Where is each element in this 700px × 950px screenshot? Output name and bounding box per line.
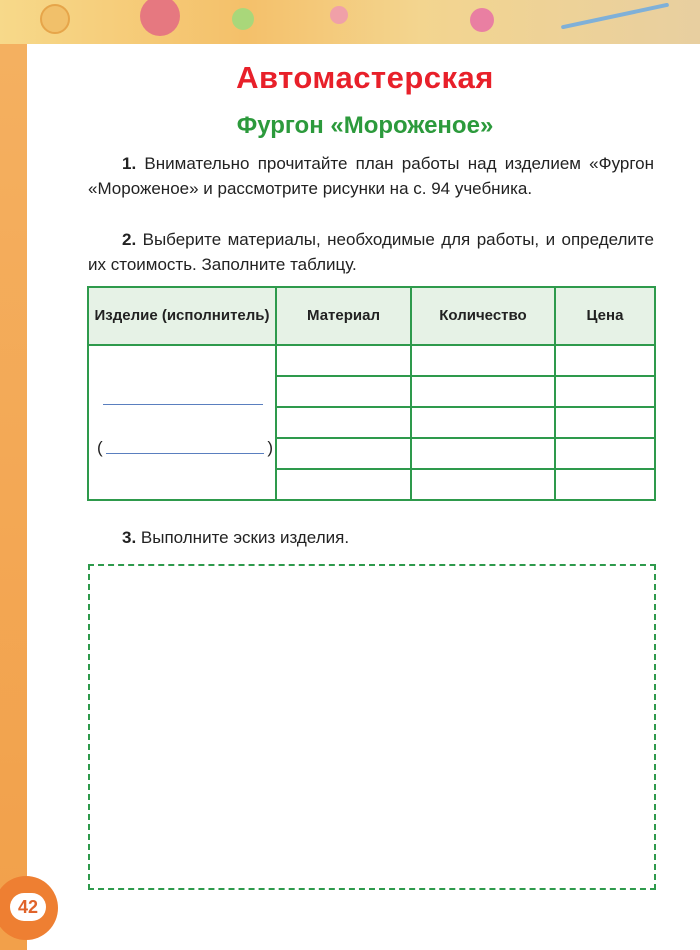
task-3 xyxy=(88,525,654,550)
page-title: Автомастерская xyxy=(236,60,494,95)
task-2-number: 2. xyxy=(122,230,137,249)
task-3-number: 3. xyxy=(122,528,137,547)
quantity-cell[interactable] xyxy=(411,469,555,500)
price-cell[interactable] xyxy=(555,469,655,500)
header-price: Цена xyxy=(555,287,655,345)
task-2 xyxy=(88,227,654,277)
material-cell[interactable] xyxy=(276,469,411,500)
material-cell[interactable] xyxy=(276,438,411,469)
price-cell[interactable] xyxy=(555,407,655,438)
close-paren: ) xyxy=(267,438,273,457)
open-paren: ( xyxy=(97,438,103,457)
left-margin-strip xyxy=(0,44,27,950)
materials-table xyxy=(87,286,656,501)
button-decoration-icon xyxy=(330,6,348,24)
page-number: 42 xyxy=(10,893,46,921)
product-name-line[interactable] xyxy=(103,404,263,405)
material-cell[interactable] xyxy=(276,345,411,376)
sketch-area[interactable] xyxy=(88,564,656,890)
table-header-row xyxy=(88,287,655,345)
button-decoration-icon xyxy=(232,8,254,30)
button-decoration-icon xyxy=(470,8,494,32)
price-cell[interactable] xyxy=(555,376,655,407)
price-cell[interactable] xyxy=(555,345,655,376)
price-cell[interactable] xyxy=(555,438,655,469)
page-subtitle: Фургон «Мороженое» xyxy=(236,112,494,139)
quantity-cell[interactable] xyxy=(411,407,555,438)
quantity-cell[interactable] xyxy=(411,376,555,407)
quantity-cell[interactable] xyxy=(411,438,555,469)
task-1-text: Внимательно прочитайте план работы над изделием «Фургон «Мороженое» и рассмотрите рисунки на с. 94 учебника. xyxy=(88,154,654,198)
task-1-number: 1. xyxy=(122,154,137,173)
decorative-top-banner xyxy=(0,0,700,44)
header-material: Материал xyxy=(276,287,411,345)
yarn-ball-decoration-icon xyxy=(140,0,180,36)
header-quantity: Количество xyxy=(411,287,555,345)
header-product: Изделие (исполнитель) xyxy=(88,287,276,345)
task-2-text: Выберите материалы, необходимые для работы, и определите их стоимость. Заполните таблицу. xyxy=(88,230,654,274)
button-decoration-icon xyxy=(40,4,70,34)
material-cell[interactable] xyxy=(276,407,411,438)
table-row xyxy=(88,345,655,376)
quantity-cell[interactable] xyxy=(411,345,555,376)
product-cell[interactable] xyxy=(88,345,276,500)
compass-decoration-icon xyxy=(561,3,669,30)
material-cell[interactable] xyxy=(276,376,411,407)
executor-name-line[interactable] xyxy=(106,453,264,454)
task-3-text: Выполните эскиз изделия. xyxy=(140,528,350,547)
task-1 xyxy=(88,151,654,201)
executor-name-field[interactable] xyxy=(97,438,273,458)
